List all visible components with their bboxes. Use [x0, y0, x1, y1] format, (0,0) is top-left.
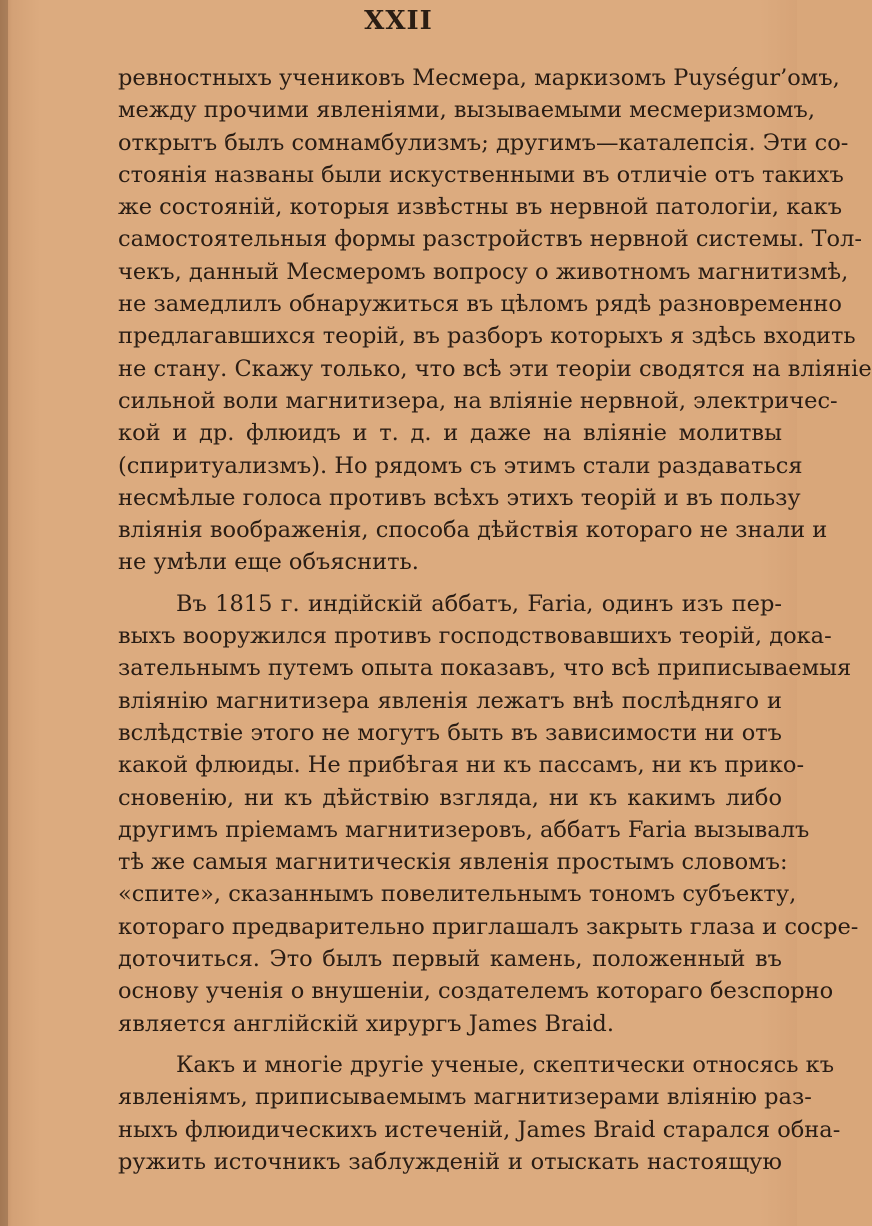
text-line: зательнымъ путемъ опыта показавъ, что всѣ приписываемыя — [118, 655, 852, 682]
text-line: Какъ и многiе другiе ученые, скептически относясь къ — [176, 1051, 835, 1078]
page-body-text — [118, 62, 872, 1178]
text-line: влiянiя воображенiя, способа дѣйствiя котораго не знали и — [118, 517, 828, 544]
text-line: какой флюиды. Не прибѣгая ни къ пассамъ, ни къ прико- — [118, 752, 805, 779]
text-line: самостоятельныя формы разстройствъ нервной системы. Тол- — [118, 226, 862, 253]
text-line: основу ученiя о внушенiи, создателемъ котораго безспорно — [118, 978, 834, 1005]
text-line: тѣ же самыя магнитическiя явленiя простымъ словомъ: — [118, 849, 788, 876]
text-line: предлагавшихся теорiй, въ разборъ которыхъ я здѣсь входить — [118, 323, 856, 350]
paragraph-2 — [118, 588, 859, 1040]
text-line: сильной воли магнитизера, на влiянiе нервной, электричес- — [118, 387, 838, 414]
text-line: же состоянiй, которыя извѣстны въ нервной патологiи, какъ — [118, 194, 843, 221]
text-line: другимъ прiемамъ магнитизеровъ, аббатъ Faria вызывалъ — [118, 816, 810, 843]
text-line: (спиритуализмъ). Но рядомъ съ этимъ стали раздаваться — [118, 452, 803, 479]
text-line: является англiйскiй хирургъ James Braid. — [118, 1010, 614, 1037]
text-line: несмѣлые голоса противъ всѣхъ этихъ теорiй и въ пользу — [118, 484, 801, 511]
text-line: явленiямъ, приписываемымъ магнитизерами влiянiю раз- — [118, 1084, 812, 1111]
text-line: Въ 1815 г. индiйскiй аббатъ, Faria, одинъ изъ пер- — [176, 590, 782, 617]
text-line: вслѣдствiе этого не могутъ быть въ зависимости ни отъ — [118, 719, 782, 746]
text-line: чекъ, данный Месмеромъ вопросу о животномъ магнитизмѣ, — [118, 258, 849, 285]
text-line: ревностныхъ учениковъ Месмера, маркизомъ Puységur’омъ, — [118, 65, 840, 91]
text-line: влiянiю магнитизера явленiя лежатъ внѣ послѣдняго и — [118, 687, 782, 714]
text-line: котораго предварительно приглашалъ закрыть глаза и сосре- — [118, 913, 859, 940]
page-binding-edge — [0, 0, 8, 1226]
text-line: ныхъ флюидическихъ истеченiй, James Braid старался обна- — [118, 1116, 841, 1143]
text-line: доточиться. Это былъ первый камень, положенный въ — [118, 946, 782, 973]
text-line: открытъ былъ сомнамбулизмъ; другимъ—каталепсiя. Эти со- — [118, 129, 849, 156]
text-line: не умѣли еще объяснить. — [118, 549, 419, 576]
paragraph-1 — [118, 62, 872, 579]
text-line: «спите», сказаннымъ повелительнымъ тономъ субъекту, — [118, 881, 797, 908]
text-line: не замедлилъ обнаружиться въ цѣломъ рядѣ разновременно — [118, 291, 842, 318]
text-line: стоянiя названы были искуственными въ отличiе отъ такихъ — [118, 161, 844, 188]
page-number: XXII — [364, 6, 433, 36]
text-line: не стану. Скажу только, что всѣ эти теорiи сводятся на влiянiе — [118, 355, 872, 382]
text-line: между прочими явленiями, вызываемыми месмеризмомъ, — [118, 97, 816, 124]
text-line: кой и др. флюидъ и т. д. и даже на влiянiе молитвы — [118, 420, 782, 447]
paragraph-3 — [118, 1049, 841, 1178]
text-line: сновенiю, ни къ дѣйствiю взгляда, ни къ какимъ либо — [118, 784, 782, 811]
text-line: выхъ вооружился противъ господствовавшихъ теорiй, дока- — [118, 623, 832, 650]
text-line: ружить источникъ заблужденiй и отыскать настоящую — [118, 1148, 782, 1175]
